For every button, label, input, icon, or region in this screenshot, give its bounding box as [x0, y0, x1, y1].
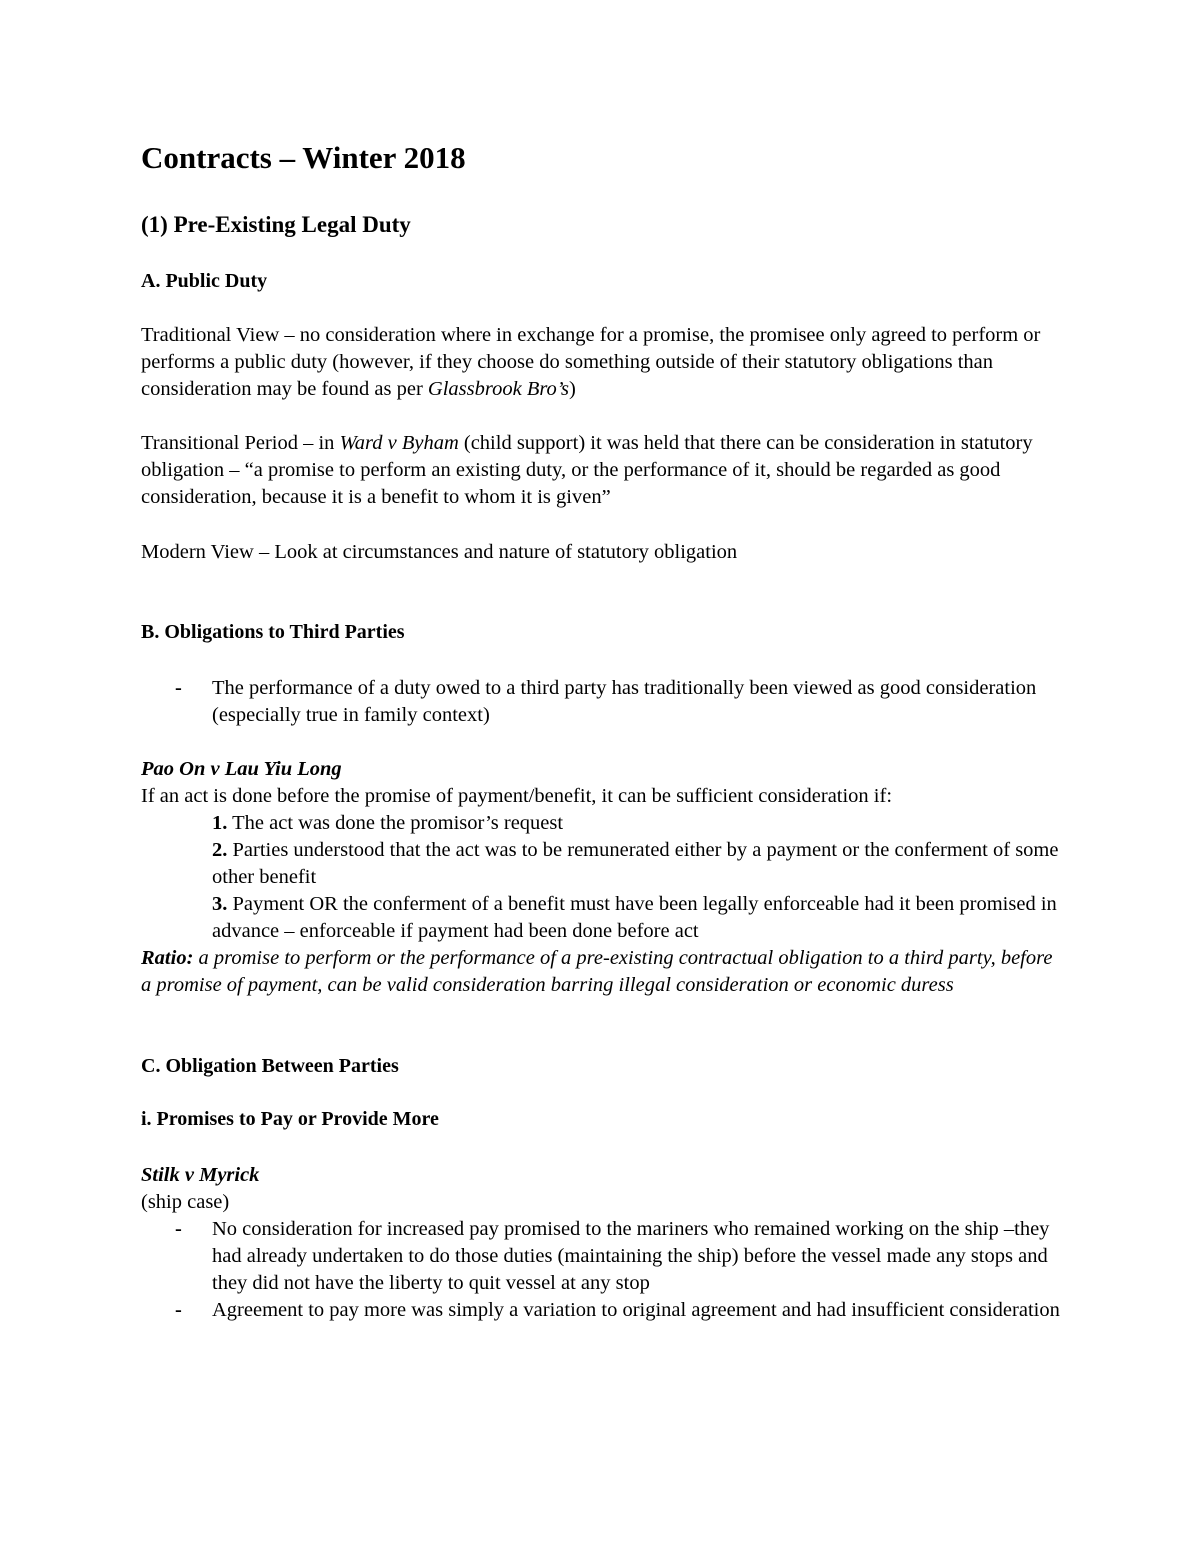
case-title-pao-on: Pao On v Lau Yiu Long — [141, 758, 342, 780]
numbered-item-3 — [141, 891, 1066, 945]
section-heading-preexisting-duty: (1) Pre-Existing Legal Duty — [141, 212, 411, 237]
stilk-case-block — [141, 1162, 1066, 1324]
item-text: Payment OR the conferment of a benefit must have been legally enforceable had it been promised in advance – enforceable if payment had been done before act — [212, 893, 1057, 942]
traditional-view-text: Traditional View – no consideration where in exchange for a promise, the promisee only agreed to perform or performs a public duty (however, if they choose do something outside of their statutory obligations than consideration may be found as per — [141, 324, 1041, 400]
case-ward-v-byham: Ward v Byham — [339, 432, 459, 454]
paragraph-traditional-view — [141, 322, 1066, 403]
bullet-dash: - — [175, 1218, 182, 1240]
traditional-view-end: ) — [568, 378, 576, 400]
subheading-promises-to-pay: i. Promises to Pay or Provide More — [141, 1108, 439, 1130]
subheading-public-duty: A. Public Duty — [141, 270, 268, 292]
numbered-item-1 — [141, 810, 1066, 837]
bullet-list-stilk — [141, 1216, 1066, 1324]
ratio-paragraph — [141, 945, 1066, 999]
bullet-text: No consideration for increased pay promised to the mariners who remained working on the ship –they had already undertaken to do those duties (maintaining the ship) before the vessel made any stops and they did not have the liberty to quit vessel at any stop — [212, 1218, 1050, 1294]
ratio-text: a promise to perform or the performance of a pre-existing contractual obligation to a third party, before a promise of payment, can be valid consideration barring illegal consideration or economic duress — [141, 947, 1053, 996]
bullet-dash: - — [175, 1299, 182, 1321]
item-number: 1. — [212, 812, 228, 834]
bullet-list-third-parties — [141, 675, 1066, 729]
numbered-item-2 — [141, 837, 1066, 891]
subheading-third-parties: B. Obligations to Third Parties — [141, 621, 405, 643]
item-text: Parties understood that the act was to be remunerated either by a payment or the conferment of some other benefit — [212, 839, 1059, 888]
ratio-label: Ratio: — [141, 947, 194, 969]
transitional-post: (child support) it was held that there can be consideration in statutory obligation – “a promise to perform an existing duty, or the performance of it, should be regarded as good consideration, because it is a benefit to whom it is given” — [141, 432, 1033, 508]
item-text: The act was done the promisor’s request — [227, 812, 564, 834]
stilk-note: (ship case) — [141, 1191, 230, 1213]
subheading-obligation-between-parties: C. Obligation Between Parties — [141, 1055, 399, 1077]
bullet-text: The performance of a duty owed to a third party has traditionally been viewed as good consideration (especially true in family context) — [212, 677, 1037, 726]
transitional-pre: Transitional Period – in — [141, 432, 340, 454]
item-number: 3. — [212, 893, 228, 915]
pao-on-intro: If an act is done before the promise of payment/benefit, it can be sufficient consideration if: — [141, 785, 893, 807]
case-glassbrook: Glassbrook Bro’s — [427, 378, 569, 400]
paragraph-transitional-period — [141, 430, 1066, 511]
list-item — [141, 675, 1066, 729]
bullet-dash: - — [175, 677, 182, 699]
paragraph-modern-view: Modern View – Look at circumstances and nature of statutory obligation — [141, 541, 738, 563]
list-item — [141, 1297, 1066, 1324]
list-item — [141, 1216, 1066, 1297]
document-title: Contracts – Winter 2018 — [141, 140, 466, 175]
bullet-text: Agreement to pay more was simply a variation to original agreement and had insufficient consideration — [212, 1299, 1060, 1321]
item-number: 2. — [212, 839, 228, 861]
pao-on-case-block — [141, 756, 1066, 999]
case-title-stilk: Stilk v Myrick — [141, 1164, 260, 1186]
